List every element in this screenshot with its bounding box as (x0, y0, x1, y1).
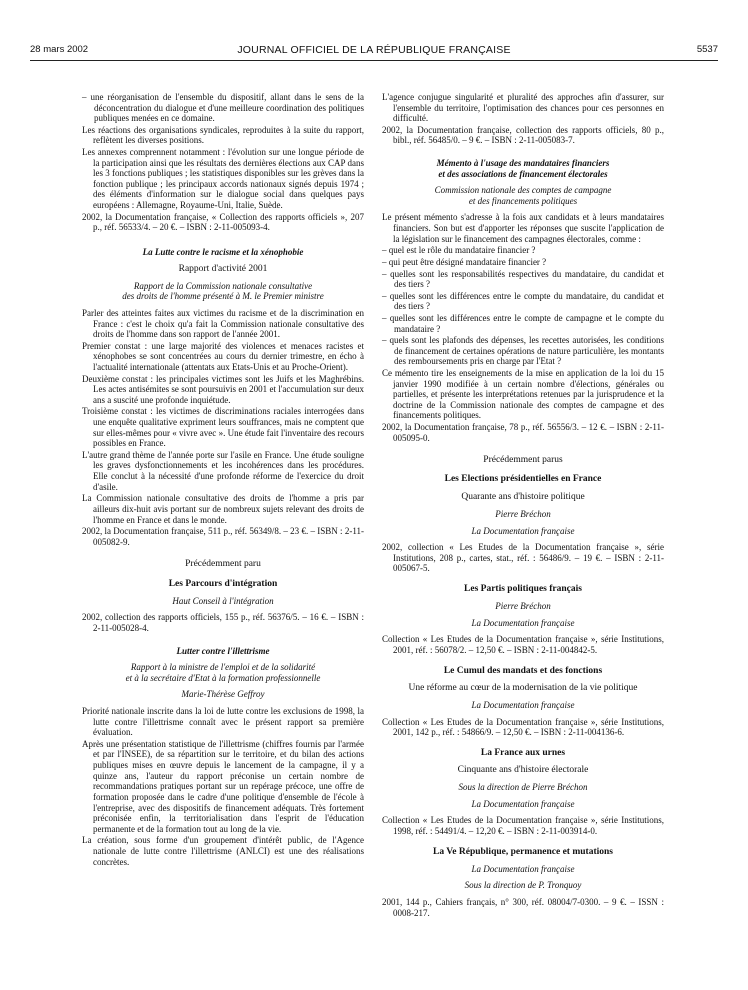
section-title: Lutter contre l'illettrisme (176, 645, 270, 656)
book-publisher: La Documentation française (471, 798, 575, 809)
paragraph: Parler des atteintes faites aux victimes du racisme et de la discrimination en France : c'est le choix qu'a fait la Commission nationale consultative des droits de l'homme dans son rapport de l'année 2001. (82, 307, 364, 340)
book-director: Sous la direction de Pierre Bréchon (458, 782, 588, 793)
section-author: et des financements politiques (468, 195, 578, 206)
paragraph: Les annexes comprennent notamment : l'évolution sur une longue période de la participation ainsi que les résultats des dernières élections aux CAP dans les 3 fonctions publiques ; les statistiques disponibles sur les grèves dans la fonction publique ; les principaux accords nationaux signés depuis 1974 ; des éléments d'information sur le dialogue social dans quelques pays européens : Allemagne, Royaume-Uni, Italie, Suède. (82, 147, 364, 211)
previously-published-label: Précédemment paru (185, 559, 261, 570)
book-publisher: La Documentation française (471, 863, 575, 874)
page-header (30, 44, 718, 58)
publication-reference: Collection « Les Etudes de la Documentation française », série Institutions, 2001, réf. : 56078/2. – 12,50 €. – ISBN : 2-11-004842-5. (382, 634, 664, 655)
paragraph: Après une présentation statistique de l'illettrisme (chiffres fournis par l'armée et par l'INSEE), de sa répartition sur le territoire, et du bilan des actions publiques mises en œuvre depuis le lancement de la campagne, il y a quinze ans, l'auteur du rapport préconise un certain nombre de recommandations pratiques portant sur un repérage précoce, une offre de formation proposée dans le cadre d'une politique d'ensemble de l'école à l'entreprise, avec des dispositifs de financement adéquats. Très fortement préconisée enfin, la territorialisation dans l'esprit de l'éducation permanente et de la formation tout au long de la vie. (82, 738, 364, 834)
book-title: Le Cumul des mandats et des fonctions (443, 665, 603, 676)
publication-reference: 2002, collection « Les Etudes de la Documentation française », série Institutions, 208 p., cartes, stat., réf. : 56486/9. – 19 €. – ISBN : 2-11-005067-5. (382, 542, 664, 574)
header-date: 28 mars 2002 (30, 44, 89, 55)
paragraph: Priorité nationale inscrite dans la loi de lutte contre les exclusions de 1998, la lutte contre l'illettrisme connaît avec le présent rapport sa première évaluation. (82, 706, 364, 738)
section-title: Les Parcours d'intégration (168, 578, 278, 589)
book-subtitle: Cinquante ans d'histoire électorale (457, 765, 589, 776)
list-item: – quelles sont les responsabilités respectives du mandataire, du candidat et des tiers ? (382, 268, 664, 290)
list-item: – qui peut être désigné mandataire financier ? (382, 256, 547, 267)
book-publisher: La Documentation française (471, 699, 575, 710)
paragraph: Les réactions des organisations syndicales, reproduites à la suite du rapport, reflètent les diverses positions. (82, 124, 364, 146)
list-item: – quelles sont les différences entre le compte de campagne et le compte du mandataire ? (382, 312, 664, 334)
book-director: Sous la direction de P. Tronquoy (464, 880, 582, 891)
section-author: Rapport de la Commission nationale consultative (133, 280, 313, 291)
section-author: et à la secrétaire d'Etat à la formation professionnelle (125, 672, 321, 683)
book-author: Pierre Bréchon (495, 601, 551, 612)
previously-published-label: Précédemment parus (483, 455, 563, 466)
publication-reference: Collection « Les Etudes de la Documentation française », série Institutions, 2001, 142 p., réf. : 54866/9. – 12,50 €. – ISBN : 2-11-004136-6. (382, 716, 664, 738)
section-author: des droits de l'homme présenté à M. le Premier ministre (122, 291, 324, 302)
publication-reference: 2002, la Documentation française, 511 p., réf. 56349/8. – 23 €. – ISBN : 2-11-005082-9. (82, 526, 364, 547)
book-publisher: La Documentation française (471, 617, 575, 628)
paragraph: La création, sous forme d'un groupement d'intérêt public, de l'Agence nationale de lutte contre l'illettrisme (ANLCI) est une des réalisations concrètes. (82, 835, 364, 867)
list-item: – quelles sont les différences entre le compte du mandataire, du candidat et des tiers ? (382, 290, 664, 312)
section-title: Mémento à l'usage des mandataires financiers (436, 158, 610, 169)
paragraph: La Commission nationale consultative des droits de l'homme a pris par ailleurs dix-huit avis portant sur de nombreux sujets relevant des droits de l'homme en France et dans le monde. (82, 493, 364, 525)
publication-reference: 2002, collection des rapports officiels, 155 p., réf. 56376/5. – 16 €. – ISBN : 2-11-005028-4. (82, 612, 364, 633)
book-publisher: La Documentation française (471, 525, 575, 536)
section-title: et des associations de financement électorales (438, 168, 608, 179)
journal-title: JOURNAL OFFICIEL DE LA RÉPUBLIQUE FRANÇAISE (237, 44, 511, 56)
publication-reference: 2002, la Documentation française, 78 p., réf. 56556/3. – 12 €. – ISBN : 2-11-005095-0. (382, 422, 664, 443)
book-title: La Ve République, permanence et mutations (433, 846, 613, 857)
paragraph: Troisième constat : les victimes de discriminations raciales interrogées dans une enquête qualitative expriment leurs souffrances, mais ne comptent que sur elles-mêmes pour « vivre avec ». Une étude fait l'inventaire des recours possibles en France. (82, 406, 364, 449)
paragraph: – une réorganisation de l'ensemble du dispositif, allant dans le sens de la déconcentration du dialogue et d'une meilleure coordination des politiques publiques menées en ce domaine. (82, 92, 364, 124)
section-author: Haut Conseil à l'intégration (172, 595, 274, 606)
list-item: – quels sont les plafonds des dépenses, les recettes autorisées, les conditions de financement de certaines opérations de nature particulière, les montants des remboursements pris en charge par l'Etat ? (382, 335, 664, 367)
paragraph: L'agence conjugue singularité et pluralité des approches afin d'assurer, sur l'ensemble du territoire, l'optimisation des chances pour ces personnes en difficulté. (382, 92, 664, 124)
right-column (382, 92, 664, 919)
section-title: La Lutte contre le racisme et la xénophobie (142, 246, 304, 257)
section-author: Commission nationale des comptes de campagne (434, 185, 612, 196)
paragraph: Ce mémento tire les enseignements de la mise en application de la loi du 15 janvier 1990 modifiée à un certain nombre d'élections, générales ou partielles, et présente les interprétations retenues par la jurisprudence et la doctrine de la Commission nationale des comptes de campagne et des financements politiques. (382, 368, 664, 421)
publication-reference: 2002, la Documentation française, « Collection des rapports officiels », 207 p., réf. 56533/4. – 20 €. – ISBN : 2-11-005093-4. (82, 211, 364, 233)
publication-reference: 2002, la Documentation française, collection des rapports officiels, 80 p., bibl., réf. 56485/0. – 9 €. – ISBN : 2-11-005083-7. (382, 124, 664, 146)
paragraph: Le présent mémento s'adresse à la fois aux candidats et à leurs mandataires financiers. Son but est d'apporter les réponses que suscite l'application de la législation sur le financement des campagnes électorales, comme : (382, 212, 664, 244)
list-item: – quel est le rôle du mandataire financier ? (382, 245, 536, 256)
book-title: Les Elections présidentielles en France (444, 474, 602, 485)
book-author: Pierre Bréchon (495, 508, 551, 519)
book-subtitle: Une réforme au cœur de la modernisation de la vie politique (408, 682, 638, 693)
header-rule (30, 60, 718, 61)
section-subtitle: Rapport d'activité 2001 (178, 263, 268, 274)
section-author: Rapport à la ministre de l'emploi et de la solidarité (130, 662, 316, 673)
book-subtitle: Quarante ans d'histoire politique (461, 491, 585, 502)
publication-reference: 2001, 144 p., Cahiers français, n° 300, réf. 08004/7-0300. – 9 €. – ISSN : 0008-217. (382, 897, 664, 918)
left-column (82, 92, 364, 868)
paragraph: Premier constat : une large majorité des violences et menaces racistes et xénophobes se sont concentrées au cours du dernier trimestre, en écho à l'actualité internationale (attentats aux Etats-Unis et au Proche-Orient). (82, 340, 364, 372)
book-title: Les Partis politiques français (464, 583, 582, 594)
paragraph: Deuxième constat : les principales victimes sont les Juifs et les Maghrébins. Les actes antisémites se sont poursuivis en 2001 et l'accumulation sur deux ans a suscité une profonde inquiétude. (82, 373, 364, 405)
book-title: La France aux urnes (480, 747, 566, 758)
page-number: 5537 (696, 44, 718, 55)
paragraph: L'autre grand thème de l'année porte sur l'asile en France. Une étude souligne les graves dysfonctionnements et les incohérences dans les procédures. Elle conclut à la nécessité d'une profonde réforme de l'exercice du droit d'asile. (82, 449, 364, 492)
section-person: Marie-Thérèse Geffroy (181, 689, 265, 700)
publication-reference: Collection « Les Etudes de la Documentation française », série Institutions, 1998, réf. : 54491/4. – 12,20 €. – ISBN : 2-11-003914-0. (382, 815, 664, 837)
